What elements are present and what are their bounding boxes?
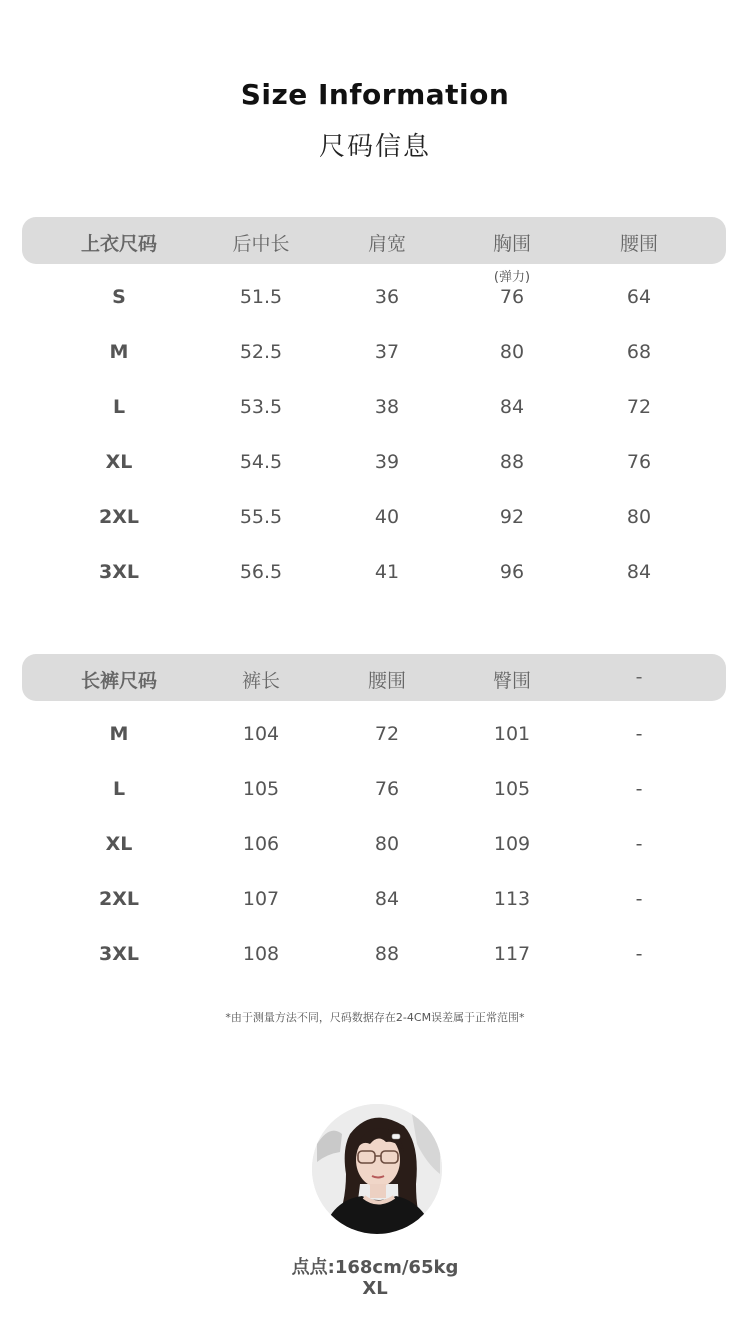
pants-row-length: 106 [242, 833, 280, 855]
top-header-size: 上衣尺码 [80, 233, 157, 255]
top-row-length: 55.5 [239, 506, 283, 528]
top-row-waist: 64 [626, 286, 652, 308]
top-row-chest: 84 [499, 396, 525, 418]
pants-row-hip: 117 [493, 943, 531, 965]
top-header-chest: 胸围 [492, 233, 531, 255]
pants-row-waist: 72 [374, 723, 400, 745]
top-row-waist: 80 [626, 506, 652, 528]
top-row-shoulder: 36 [374, 286, 400, 308]
top-row-waist: 68 [626, 341, 652, 363]
pants-header-length: 裤长 [241, 670, 280, 692]
top-row-shoulder: 38 [374, 396, 400, 418]
pants-row-size: M [109, 723, 129, 745]
top-header-shoulder: 肩宽 [367, 233, 406, 255]
pants-row-blank: - [635, 723, 643, 745]
top-row-size: S [112, 286, 126, 308]
pants-row-waist: 84 [374, 888, 400, 910]
pants-header-hip: 臀围 [492, 670, 531, 692]
pants-header-blank: - [635, 666, 643, 688]
top-header-waist: 腰围 [619, 233, 658, 255]
model-avatar [312, 1104, 442, 1234]
pants-row-hip: 101 [493, 723, 531, 745]
pants-row-waist: 76 [374, 778, 400, 800]
pants-row-size: L [112, 778, 126, 800]
model-size: XL [362, 1278, 388, 1299]
pants-row-hip: 109 [493, 833, 531, 855]
pants-row-length: 105 [242, 778, 280, 800]
pants-row-waist: 88 [374, 943, 400, 965]
top-row-shoulder: 40 [374, 506, 400, 528]
top-row-length: 52.5 [239, 341, 283, 363]
top-row-size: 2XL [99, 506, 139, 528]
top-row-chest: 88 [499, 451, 525, 473]
top-row-length: 56.5 [239, 561, 283, 583]
measurement-footnote: *由于测量方法不同，尺码数据存在2-4CM误差属于正常范围* [225, 1011, 525, 1024]
pants-row-blank: - [635, 943, 643, 965]
top-row-size: M [109, 341, 129, 363]
top-row-shoulder: 41 [374, 561, 400, 583]
pants-header-size: 长裤尺码 [80, 670, 157, 692]
pants-row-blank: - [635, 888, 643, 910]
top-header-length: 后中长 [232, 233, 290, 255]
pants-row-waist: 80 [374, 833, 400, 855]
pants-row-size: XL [105, 833, 133, 855]
top-row-size: 3XL [99, 561, 139, 583]
top-row-chest: 92 [499, 506, 525, 528]
model-portrait-illustration [312, 1104, 442, 1234]
pants-row-length: 104 [242, 723, 280, 745]
top-row-chest: 76 [499, 286, 525, 308]
pants-row-size: 3XL [99, 943, 139, 965]
top-row-length: 54.5 [239, 451, 283, 473]
pants-row-hip: 105 [493, 778, 531, 800]
top-row-size: XL [105, 451, 133, 473]
page-title-cn: 尺码信息 [318, 132, 431, 162]
pants-row-length: 107 [242, 888, 280, 910]
pants-row-blank: - [635, 778, 643, 800]
top-row-size: L [112, 396, 126, 418]
page-title-en: Size Information [240, 78, 510, 111]
pants-row-blank: - [635, 833, 643, 855]
model-info: 点点:168cm/65kg [291, 1257, 459, 1278]
pants-header-waist: 腰围 [367, 670, 406, 692]
top-row-length: 53.5 [239, 396, 283, 418]
top-row-shoulder: 37 [374, 341, 400, 363]
top-row-waist: 76 [626, 451, 652, 473]
top-row-shoulder: 39 [374, 451, 400, 473]
pants-row-length: 108 [242, 943, 280, 965]
pants-row-size: 2XL [99, 888, 139, 910]
pants-row-hip: 113 [493, 888, 531, 910]
top-row-length: 51.5 [239, 286, 283, 308]
chest-elastic-note: (弹力) [493, 270, 531, 285]
top-row-waist: 72 [626, 396, 652, 418]
top-row-chest: 96 [499, 561, 525, 583]
top-row-waist: 84 [626, 561, 652, 583]
top-row-chest: 80 [499, 341, 525, 363]
